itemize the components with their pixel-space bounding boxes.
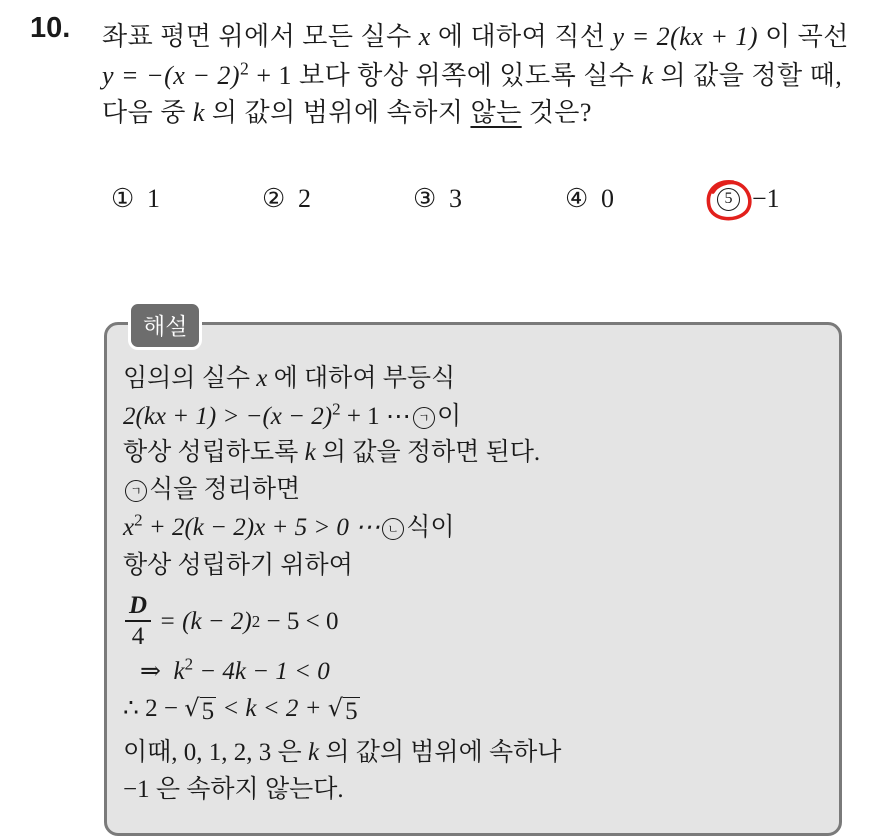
choice-number: ① [111, 184, 135, 213]
choice-number: ③ [413, 184, 437, 213]
sqrt-5 [184, 694, 216, 726]
question-text: 좌표 평면 위에서 모든 실수 [102, 22, 412, 51]
question-text: 것은? [528, 98, 592, 127]
curve-equation-tail: + 1 [256, 61, 293, 90]
fraction-d-over-4 [125, 592, 151, 652]
quadratic-in-k: − 4k − 1 < 0 [199, 658, 330, 685]
sqrt-5 [328, 694, 360, 726]
solution-text: 임의의 실수 [123, 365, 251, 392]
solution-line-10 [123, 732, 561, 768]
radicand: 5 [201, 698, 215, 725]
solution-text: 식을 정리하면 [149, 476, 301, 503]
radical-sign: √ [184, 694, 200, 722]
question-text: 보다 항상 위쪽에 있도록 실수 [299, 61, 635, 90]
solution-line-4 [123, 469, 300, 505]
choice-number: ④ [565, 184, 589, 213]
therefore-bound: ∴ 2 − [123, 695, 179, 722]
question-text: 다음 중 [102, 98, 186, 127]
var-k: k [641, 61, 654, 90]
question-text: 에 대하여 직선 [437, 22, 606, 51]
solution-line-6: 항상 성립하기 위하여 [123, 552, 353, 579]
exponent: 2 [134, 510, 143, 530]
radical-sign: √ [327, 694, 344, 722]
var-x: x [256, 365, 268, 392]
choice-value: 3 [449, 184, 462, 213]
var-x: x [418, 22, 431, 51]
solution-line-2 [123, 396, 461, 432]
inequality: 2(kx + 1) > −(x − 2) [123, 403, 333, 430]
fraction-denominator: 4 [131, 623, 145, 650]
choice-value: −1 [752, 184, 780, 213]
implies-arrow: ⇒ [140, 658, 161, 685]
question-line-2 [102, 55, 842, 92]
choice-value: 0 [601, 184, 614, 213]
exponent: 2 [240, 58, 250, 79]
choice-2[interactable] [262, 184, 311, 214]
solution-line-1 [123, 358, 455, 394]
solution-line-11: −1 은 속하지 않는다. [123, 776, 344, 803]
var-k: k [307, 739, 320, 766]
question-line-1 [102, 16, 849, 53]
line-equation: y = 2(kx + 1) [612, 22, 759, 51]
question-number: 10. [30, 12, 71, 44]
solution-text: 에 대하여 부등식 [273, 365, 456, 392]
solution-text: 의 값을 정하면 된다. [321, 439, 541, 466]
choice-number: 5 [717, 188, 740, 211]
var-k: k [192, 98, 205, 127]
solution-text: 이때, 0, 1, 2, 3 은 [123, 739, 302, 766]
choice-1[interactable] [111, 184, 160, 214]
question-line-3 [102, 92, 592, 129]
choice-4[interactable] [565, 184, 614, 214]
solution-line-8 [140, 656, 330, 686]
radicand: 5 [345, 698, 358, 725]
discriminant-expression: = (k − 2) [159, 608, 252, 635]
choice-number: ② [262, 184, 286, 213]
var-k: k [304, 439, 316, 466]
question-text: 의 값의 범위에 속하지 [211, 98, 464, 127]
solution-tag: 해설 [128, 301, 202, 350]
label-giyeok: ㄱ [413, 407, 435, 429]
k-range: < k < 2 + [222, 695, 322, 722]
inequality-tail: + 1 ⋯ [346, 403, 411, 430]
label-nieun: ㄴ [382, 518, 404, 540]
emphasis-underline: 않는 [470, 98, 522, 127]
var-x: x [123, 514, 135, 541]
label-giyeok: ㄱ [125, 480, 147, 502]
solution-line-9 [123, 693, 360, 726]
exponent: 2 [332, 399, 341, 419]
solution-text: 항상 성립하도록 [123, 439, 299, 466]
choice-value: 2 [298, 184, 311, 213]
choice-3[interactable] [413, 184, 462, 214]
solution-line-3 [123, 432, 540, 468]
curve-equation: y = −(x − 2) [102, 61, 241, 90]
question-text: 이 곡선 [765, 22, 849, 51]
choice-value: 1 [147, 184, 160, 213]
exponent: 2 [184, 654, 194, 674]
answer-circle-mark [703, 176, 755, 226]
discriminant-condition: $\frac{D}{4}$ = (k − 2) 2 − 5 < 0 [125, 592, 338, 652]
fraction-numerator: D [128, 592, 148, 619]
solution-line-5 [123, 507, 455, 543]
solution-text: 이 [436, 403, 462, 430]
question-text: 의 값을 정할 때, [660, 61, 843, 90]
solution-text: 식이 [406, 514, 455, 541]
discriminant-tail: − 5 < 0 [266, 608, 339, 635]
var-k: k [173, 658, 185, 685]
solution-text: 의 값의 범위에 속하나 [325, 739, 562, 766]
quadratic-inequality: + 2(k − 2)x + 5 > 0 ⋯ [148, 514, 381, 541]
